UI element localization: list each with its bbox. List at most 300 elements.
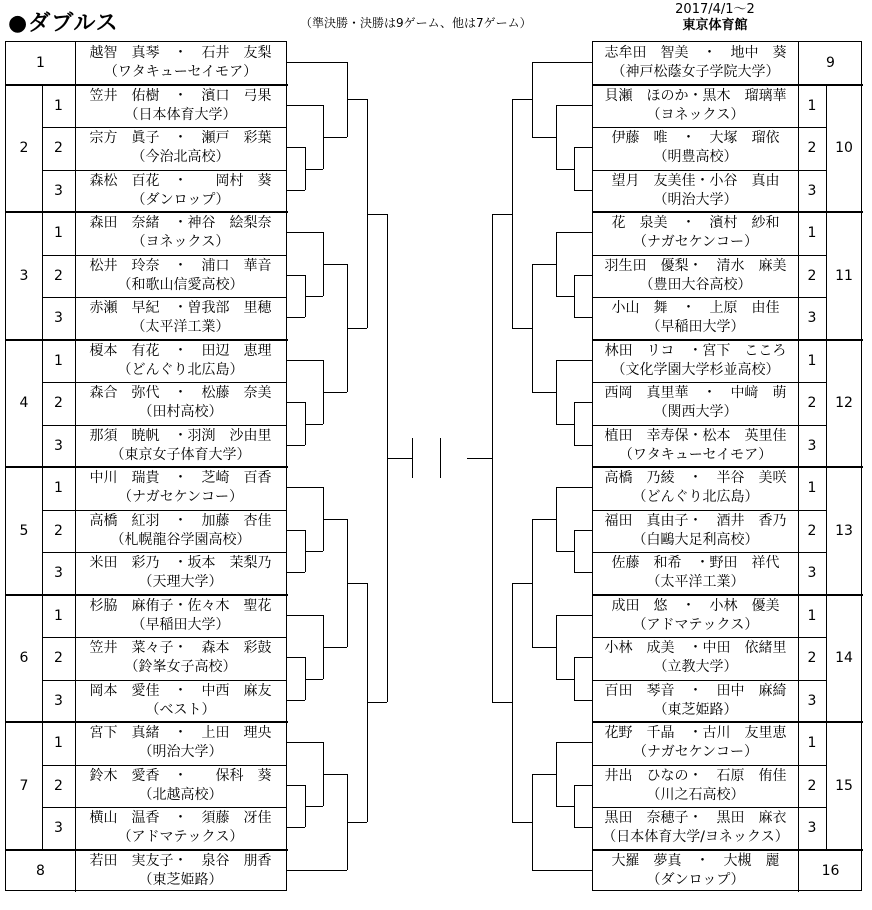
pair-entry [593, 384, 798, 427]
pair-entry [75, 809, 286, 852]
pair-players: 若田 実友子・ 泉谷 朋香 [89, 852, 272, 869]
column-divider [826, 212, 827, 340]
bracket-line [305, 679, 323, 680]
pair-players: 鈴木 愛香 ・ 保科 葵 [89, 767, 272, 784]
bracket-line [512, 583, 532, 584]
pair-entry [593, 597, 798, 640]
seed-number: 2 [54, 395, 63, 412]
pair-players: 赤瀬 早紀 ・曽我部 里穂 [89, 300, 272, 316]
entry-divider [42, 170, 286, 171]
seed-number: 2 [54, 267, 63, 284]
pair-entry [593, 512, 798, 555]
bracket-line [556, 615, 592, 616]
column-divider [75, 212, 76, 340]
bracket-line [556, 679, 574, 680]
pair-players: 松井 玲奈 ・ 浦口 華音 [89, 257, 272, 274]
column-divider [42, 212, 43, 340]
pair-team: （文化学園大学杉並高校） [611, 361, 780, 378]
entry-divider [42, 765, 286, 766]
page-title: ●ダブルス [8, 11, 119, 36]
column-divider [826, 722, 827, 850]
seed-number: 3 [807, 820, 817, 837]
pair-entry [593, 554, 798, 597]
pair-team: （川之石高校） [646, 786, 745, 803]
bracket-line [287, 657, 305, 658]
seed-number: 2 [54, 650, 63, 667]
column-divider [798, 42, 799, 85]
bracket-line [323, 137, 347, 138]
bracket-line [574, 445, 592, 446]
bracket-line [287, 232, 323, 233]
group-number-14: 14 [835, 650, 853, 667]
pair-players: 宗方 眞子 ・ 瀬戸 彩葉 [89, 130, 272, 146]
column-divider [75, 595, 76, 723]
bracket-line [556, 615, 557, 679]
bracket-line [492, 214, 512, 215]
bracket-line [556, 424, 574, 425]
entry-divider [593, 382, 826, 383]
bracket-line [574, 147, 592, 148]
pair-entry [75, 469, 286, 512]
pair-team: （明豊高校） [653, 149, 738, 165]
column-divider [826, 340, 827, 468]
bracket-line [367, 214, 387, 215]
entry-divider [42, 680, 286, 681]
column-divider [75, 85, 76, 213]
entry-divider [593, 680, 826, 681]
seed-number: 1 [54, 735, 63, 752]
column-divider [75, 850, 76, 893]
seed-number: 1 [807, 607, 817, 624]
pair-entry [75, 299, 286, 342]
bracket-line [556, 806, 574, 807]
seed-number: 1 [54, 352, 63, 369]
pair-team: （ベスト） [145, 701, 216, 718]
seed-number: 3 [807, 692, 817, 709]
seed-number: 1 [807, 480, 817, 497]
pair-players: 高橋 紅羽 ・ 加藤 杏佳 [89, 512, 272, 529]
seed-number: 1 [54, 97, 63, 114]
bracket-line [305, 296, 323, 297]
group-number-15: 15 [835, 777, 853, 794]
pair-players: 宮下 真緒 ・ 上田 理央 [89, 725, 272, 741]
bracket-line [556, 360, 592, 361]
bracket-line [574, 530, 592, 531]
pair-team: （ヨネックス） [131, 234, 230, 250]
column-divider [42, 85, 43, 213]
bracket-line [532, 519, 533, 647]
bracket-line [556, 360, 557, 424]
group-number-3: 3 [19, 267, 29, 284]
pair-entry [593, 639, 798, 682]
bracket-line [323, 647, 347, 648]
pair-players: 森合 弥代 ・ 松藤 奈美 [89, 385, 272, 401]
pair-players: 林田 リコ ・宮下 こころ [604, 342, 787, 359]
seed-number: 3 [54, 182, 63, 199]
bracket-line [556, 551, 574, 552]
seed-number: 2 [807, 267, 817, 284]
pair-players: 井出 ひなの・ 石原 侑佳 [604, 767, 787, 784]
pair-entry [593, 852, 798, 895]
pair-players: 小林 成美 ・中田 依緒里 [604, 640, 787, 656]
column-divider [798, 595, 799, 723]
pair-players: 大羅 夢真 ・ 大槻 麗 [611, 852, 780, 869]
bracket-line [287, 572, 305, 573]
pair-players: 福田 真由子・ 酒井 香乃 [604, 512, 787, 529]
group-number-13: 13 [835, 522, 853, 539]
bracket-line [347, 583, 367, 584]
entry-divider [42, 382, 286, 383]
column-divider [42, 340, 43, 468]
pair-entry [593, 809, 798, 852]
pair-entry [75, 172, 286, 215]
pair-players: 米田 彩乃 ・坂本 茉梨乃 [89, 555, 272, 571]
pair-entry [593, 682, 798, 725]
seed-number: 3 [807, 565, 817, 582]
seed-number: 1 [807, 735, 817, 752]
event-date: 2017/4/1～2 [675, 2, 755, 17]
pair-players: 笠井 菜々子・ 森本 彩鼓 [89, 640, 272, 656]
pair-entry [75, 852, 286, 895]
pair-players: 越智 真琴 ・ 石井 友梨 [89, 45, 272, 61]
pair-entry [593, 87, 798, 130]
bracket-line [287, 445, 305, 446]
pair-entry [75, 512, 286, 555]
bracket-line [367, 702, 387, 703]
entry-divider [42, 510, 286, 511]
bracket-line [574, 827, 592, 828]
bracket-line [532, 774, 556, 775]
pair-entry [593, 44, 798, 87]
pair-entry [75, 384, 286, 427]
pair-team: （アドマテックス） [632, 616, 759, 633]
pair-entry [593, 724, 798, 767]
column-divider [75, 42, 76, 85]
bracket-line [287, 275, 305, 276]
entry-divider [593, 255, 826, 256]
entry-divider [593, 637, 826, 638]
bracket-line [574, 785, 575, 828]
seed-number: 3 [54, 692, 63, 709]
column-divider [75, 340, 76, 468]
bracket-line [305, 806, 323, 807]
pair-players: 伊藤 唯 ・ 大塚 瑠依 [611, 130, 780, 146]
pair-entry [75, 427, 286, 470]
pair-team: （北越高校） [138, 786, 223, 803]
bracket-line [556, 105, 592, 106]
bracket-line [532, 392, 556, 393]
entry-divider [593, 170, 826, 171]
pair-team: （神戸松蔭女子学院大学） [611, 64, 780, 80]
bracket-line [287, 615, 323, 616]
bracket-line [287, 487, 323, 488]
bracket-line [574, 657, 592, 658]
bracket-line [512, 328, 532, 329]
bracket-line [512, 99, 532, 100]
bracket-line [556, 232, 557, 296]
entry-divider [42, 425, 286, 426]
bracket-line [323, 519, 347, 520]
group-number-10: 10 [835, 140, 853, 157]
group-number-16: 16 [821, 862, 840, 879]
pair-team: （ナガセケンコー） [632, 234, 759, 250]
pair-team: （東芝姫路） [653, 701, 738, 718]
bracket-line [532, 137, 556, 138]
pair-team: （東芝姫路） [138, 871, 223, 888]
entry-divider [42, 552, 286, 553]
bracket-line [574, 700, 592, 701]
pair-team: （ヨネックス） [646, 106, 745, 123]
bracket-line [556, 105, 557, 169]
bracket-line [556, 487, 557, 551]
entry-divider [593, 765, 826, 766]
pair-team: （太平洋工業） [646, 574, 745, 590]
bracket-line [574, 402, 592, 403]
pair-entry [75, 257, 286, 300]
pair-team: （ワタキューセイモア） [103, 64, 258, 80]
bracket-line [347, 822, 367, 823]
pair-team: （どんぐり北広島） [117, 361, 244, 378]
bracket-line [574, 190, 592, 191]
bracket-line [532, 870, 592, 871]
bracket-line [492, 214, 493, 703]
bracket-line [323, 264, 347, 265]
group-number-7: 7 [19, 777, 29, 794]
pair-team: （ダンロップ） [646, 871, 745, 888]
pair-team: （関西大学） [653, 404, 738, 420]
pair-players: 榎本 有花 ・ 田辺 恵理 [89, 342, 272, 359]
bracket-line [287, 105, 323, 106]
pair-team: （ナガセケンコー） [632, 744, 759, 760]
column-divider [798, 212, 799, 340]
bracket-line [574, 530, 575, 573]
column-divider [798, 722, 799, 850]
bracket-line [305, 551, 323, 552]
entry-divider [593, 552, 826, 553]
bracket-line [532, 264, 556, 265]
bracket-line [532, 519, 556, 520]
pair-team: （ワタキューセイモア） [618, 446, 773, 463]
bracket-line [440, 438, 441, 478]
pair-entry [75, 682, 286, 725]
pair-players: 佐藤 和希 ・野田 祥代 [611, 555, 780, 571]
pair-team: （日本体育大学） [124, 106, 237, 123]
pair-entry [75, 44, 286, 87]
pair-players: 森松 百花 ・ 岡村 葵 [89, 172, 272, 189]
pair-team: （早稲田大学） [646, 319, 745, 335]
seed-number: 3 [807, 182, 817, 199]
pair-team: （明治大学） [653, 191, 738, 208]
pair-team: （豊田大谷高校） [639, 276, 752, 293]
pair-entry [593, 767, 798, 810]
bracket-line [412, 438, 413, 478]
pair-team: （ダンロップ） [131, 191, 230, 208]
entry-divider [593, 127, 826, 128]
bracket-line [574, 317, 592, 318]
seed-number: 1 [807, 97, 817, 114]
pair-players: 中川 瑞貴 ・ 芝崎 百香 [89, 470, 272, 486]
bracket-line [532, 774, 533, 870]
bracket-line [574, 147, 575, 190]
left-draw-panel [5, 41, 287, 891]
bracket-line [556, 169, 574, 170]
pair-players: 岡本 愛佳 ・ 中西 麻友 [89, 682, 272, 699]
bracket-line [574, 275, 575, 318]
pair-players: 小山 舞 ・ 上原 由佳 [611, 300, 780, 316]
bracket-line [532, 62, 533, 136]
pair-team: （今治北高校） [131, 149, 230, 165]
pair-team: （田村高校） [138, 404, 223, 420]
column-divider [42, 467, 43, 595]
game-rule-note: （準決勝・決勝は9ゲーム、他は7ゲーム） [300, 16, 532, 30]
pair-entry [75, 87, 286, 130]
seed-number: 2 [54, 777, 63, 794]
seed-number: 2 [807, 650, 817, 667]
bracket-line [556, 487, 592, 488]
pair-entry [593, 129, 798, 172]
event-info [640, 2, 790, 34]
pair-entry [593, 427, 798, 470]
group-number-2: 2 [19, 140, 29, 157]
seed-number: 2 [807, 777, 817, 794]
pair-players: 西岡 真里華 ・ 中﨑 萌 [604, 385, 787, 401]
pair-players: 那須 暁帆 ・羽渕 沙由里 [89, 427, 272, 444]
column-divider [826, 85, 827, 213]
pair-team: （太平洋工業） [131, 319, 230, 335]
pair-team: （早稲田大学） [131, 616, 230, 633]
bracket-line [512, 822, 532, 823]
group-number-4: 4 [19, 395, 29, 412]
pair-entry [75, 214, 286, 257]
pair-players: 横山 温香 ・ 須藤 冴佳 [89, 810, 272, 826]
bracket-line [556, 742, 592, 743]
bracket-line [492, 702, 512, 703]
column-divider [826, 467, 827, 595]
bracket-line [287, 785, 305, 786]
bracket-line [532, 264, 533, 392]
column-divider [42, 722, 43, 850]
bracket-line [512, 583, 513, 822]
pair-players: 望月 友美佳・小谷 真由 [611, 172, 780, 189]
pair-entry [75, 767, 286, 810]
pair-team: （東京女子体育大学） [110, 446, 251, 463]
pair-team: （日本体育大学/ヨネックス） [602, 829, 789, 845]
pair-players: 森田 奈緒 ・神谷 絵梨奈 [89, 215, 272, 231]
bracket-line [574, 275, 592, 276]
column-divider [798, 85, 799, 213]
pair-players: 黒田 奈穂子・ 黒田 麻衣 [604, 810, 787, 826]
pair-team: （明治大学） [138, 744, 223, 760]
pair-entry [593, 342, 798, 385]
pair-players: 花野 千晶 ・古川 友里恵 [604, 725, 787, 741]
pair-team: （札幌龍谷学園高校） [110, 531, 251, 548]
entry-divider [42, 807, 286, 808]
seed-number: 2 [807, 140, 817, 157]
bracket-line [305, 169, 323, 170]
bracket-line [287, 147, 305, 148]
bracket-line [287, 360, 323, 361]
pair-players: 羽生田 優梨・ 清水 麻美 [604, 257, 787, 274]
bracket-line [323, 774, 347, 775]
bracket-line [287, 530, 305, 531]
bracket-line [556, 232, 592, 233]
bracket-line [532, 647, 556, 648]
bracket-line [556, 742, 557, 806]
pair-players: 成田 悠 ・ 小林 優美 [611, 597, 780, 614]
entry-divider [42, 255, 286, 256]
seed-number: 1 [54, 607, 63, 624]
pair-players: 花 泉美 ・ 濱村 紗和 [611, 215, 780, 231]
bracket-line [574, 785, 592, 786]
seed-number: 3 [807, 437, 817, 454]
pair-entry [593, 172, 798, 215]
pair-entry [593, 257, 798, 300]
entry-divider [42, 127, 286, 128]
bracket-line [556, 296, 574, 297]
pair-players: 杉脇 麻侑子・佐々木 聖花 [89, 597, 272, 614]
pair-team: （和歌山信愛高校） [117, 276, 244, 293]
group-number-9: 9 [826, 55, 835, 72]
pair-team: （アドマテックス） [117, 829, 244, 845]
entry-divider [593, 425, 826, 426]
bracket-line [287, 190, 305, 191]
bracket-line [305, 424, 323, 425]
pair-team: （どんぐり北広島） [632, 489, 759, 505]
seed-number: 1 [54, 480, 63, 497]
pair-team: （白鷗大足利高校） [632, 531, 759, 548]
column-divider [75, 722, 76, 850]
bracket-line [347, 99, 367, 100]
seed-number: 2 [54, 522, 63, 539]
column-divider [42, 595, 43, 723]
group-number-11: 11 [835, 267, 853, 284]
column-divider [798, 850, 799, 893]
pair-players: 高橋 乃綾 ・ 半谷 美咲 [604, 470, 787, 486]
column-divider [75, 467, 76, 595]
pair-entry [75, 342, 286, 385]
seed-number: 2 [807, 522, 817, 539]
seed-number: 2 [807, 395, 817, 412]
entry-divider [593, 297, 826, 298]
pair-entry [593, 299, 798, 342]
group-number-8: 8 [36, 862, 45, 879]
group-number-5: 5 [19, 522, 29, 539]
seed-number: 2 [54, 140, 63, 157]
pair-entry [593, 214, 798, 257]
pair-team: （鈴峯女子高校） [124, 659, 237, 675]
pair-entry [75, 129, 286, 172]
bracket-line [574, 657, 575, 700]
seed-number: 1 [807, 352, 817, 369]
entry-divider [42, 297, 286, 298]
group-number-1: 1 [36, 55, 45, 72]
seed-number: 3 [807, 310, 817, 327]
seed-number: 3 [54, 565, 63, 582]
bracket-line [287, 742, 323, 743]
pair-players: 貝瀬 ほのか・黒木 瑠璃華 [604, 87, 787, 104]
bracket-line [287, 317, 305, 318]
pair-team: （天理大学） [138, 574, 223, 590]
pair-entry [593, 469, 798, 512]
bracket-line [532, 62, 592, 63]
bracket-line [287, 62, 347, 63]
bracket-line [574, 402, 575, 445]
entry-divider [593, 510, 826, 511]
entry-divider [593, 807, 826, 808]
bracket-line [347, 328, 367, 329]
group-number-12: 12 [835, 395, 853, 412]
bracket-line [287, 700, 305, 701]
